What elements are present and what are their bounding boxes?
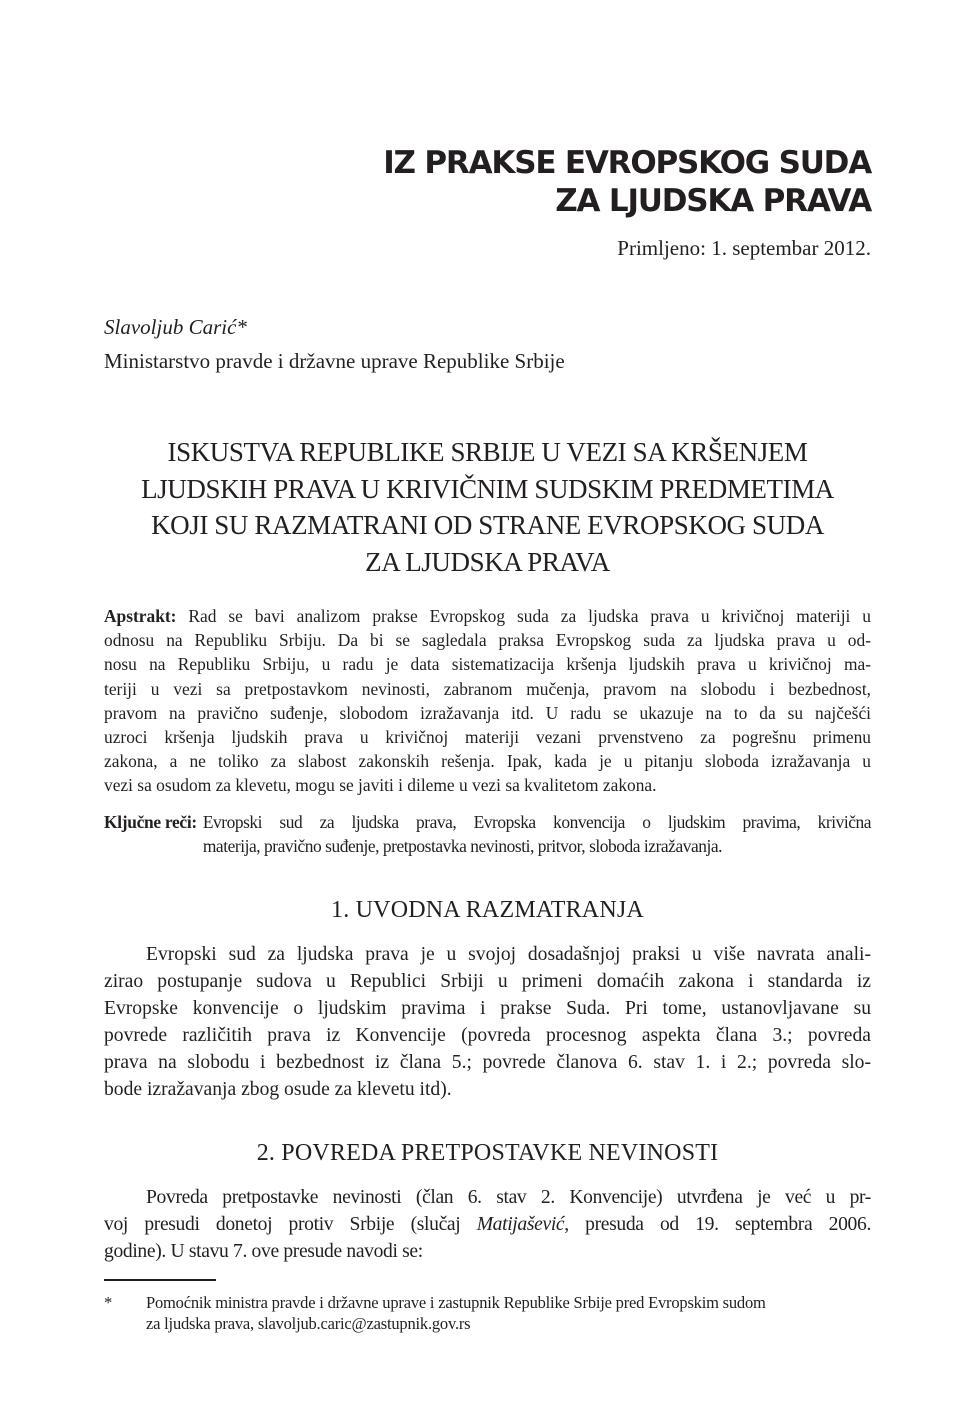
section-heading: 1. UVODNA RAZMATRANJA [331,897,644,923]
section-body [104,941,871,1103]
article-title-line: KOJI SU RAZMATRANI OD STRANE EVROPSKOG SUDA [151,510,824,540]
author-name: Slavoljub Carić* [104,315,247,339]
abstract-line: pravom na pravično suđenje, slobodom izražavanja itd. U radu se ukazuje na to da su najčešći [104,702,871,723]
paragraph-line: godine). U stavu 7. ove presude navodi se: [104,1241,423,1262]
keywords-label: Ključne reči: [104,812,197,832]
abstract-line: teriji u vezi sa pretpostavkom nevinosti, zabranom mučenja, pravom na slobodu i bezbednost, [104,678,871,699]
paragraph-line: povrede različitih prava iz Konvencije (povreda procesnog aspekta člana 3.; povreda [104,1025,871,1046]
footnote-divider [104,1279,216,1281]
article-title-line: ZA LJUDSKA PRAVA [365,546,610,577]
case-name: Matijašević [476,1214,565,1235]
abstract-line: nosu na Republiku Srbiju, u radu je data sistematizacija kršenja ljudskih prava u krivičnoj ma- [104,654,871,675]
footnote-mark: * [104,1293,113,1312]
section-title [383,143,871,221]
abstract-label: Apstrakt: [104,606,177,626]
footnote-line: Pomoćnik ministra pravde i državne uprave i zastupnik Republike Srbije pred Evropskim sudom [146,1293,766,1312]
footnote [104,1292,871,1334]
abstract-line: uzroci kršenja ljudskih prava u krivičnoj materiji vezani prvenstveno za pogrešnu primenu [104,727,871,748]
paragraph-line: zirao postupanje sudova u Republici Srbiji u primeni domaćih zakona i standarda iz [104,971,871,992]
keywords-line: Evropski sud za ljudska prava, Evropska konvencija o ljudskim pravima, krivična [202,812,871,832]
section-body [104,1184,871,1265]
author-affiliation: Ministarstvo pravde i državne uprave Republike Srbije [104,349,565,373]
footnote-line: za ljudska prava, slavoljub.caric@zastupnik.gov.rs [146,1314,471,1333]
section-title-line: ZA LJUDSKA PRAVA [555,183,871,219]
paragraph-line: Evropske konvencije o ljudskim pravima i prakse Suda. Pri tome, ustanovljavane su [104,998,871,1019]
paragraph-line: voj presudi donetoj protiv Srbije (slučaj Matijašević, presuda od 19. septembra 2006. [104,1214,871,1235]
abstract-line: zakona, a ne toliko za slabost zakonskih rešenja. Ipak, kada je u pitanju sloboda izražavanja u [104,751,871,772]
keywords [104,810,871,858]
article-title-line: LJUDSKIH PRAVA U KRIVIČNIM SUDSKIM PREDMETIMA [141,473,834,504]
abstract [104,604,871,798]
abstract-line: odnosu na Republiku Srbiju. Da bi se sagledala praksa Evropskog suda za ljudska prava u od- [104,630,871,651]
paragraph-line: Povreda pretpostavke nevinosti (član 6. stav 2. Konvencije) utvrđena je već u pr- [146,1187,871,1208]
received-date: Primljeno: 1. septembar 2012. [617,236,871,260]
abstract-line: Apstrakt: Rad se bavi analizom prakse Evropskog suda za ljudska prava u krivičnoj materiji u [104,606,871,626]
paragraph-line: prava na slobodu i bezbednost iz člana 5.; povrede članova 6. stav 1. i 2.; povreda slo- [104,1052,871,1073]
abstract-line: vezi sa osudom za klevetu, mogu se javiti i dileme u vezi sa kvalitetom zakona. [104,775,657,796]
paragraph-line: Evropski sud za ljudska prava je u svojoj dosadašnjoj praksi u više navrata anali- [146,944,871,965]
paragraph-line: bode izražavanja zbog osude za klevetu itd). [104,1079,452,1100]
section-title-line: IZ PRAKSE EVROPSKOG SUDA [383,145,871,181]
section-heading: 2. POVREDA PRETPOSTAVKE NEVINOSTI [256,1140,719,1166]
article-title-line: ISKUSTVA REPUBLIKE SRBIJE U VEZI SA KRŠENJEM [167,437,808,467]
keywords-line: materija, pravično suđenje, pretpostavka nevinosti, pritvor, sloboda izražavanja. [202,836,723,856]
article-title [104,434,871,580]
